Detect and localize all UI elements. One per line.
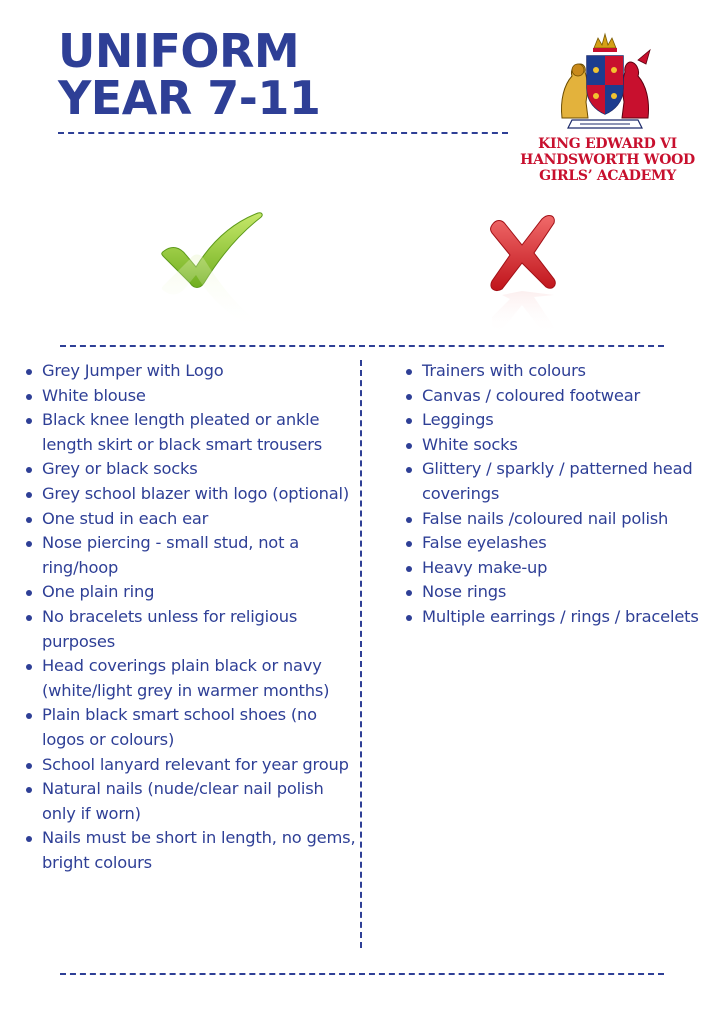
not-allowed-column-header	[470, 205, 580, 335]
list-item: Nose piercing - small stud, not a ring/hoop	[26, 531, 362, 580]
page-title	[58, 24, 321, 125]
list-item: False eyelashes	[406, 531, 706, 556]
list-item: Head coverings plain black or navy (white/light grey in warmer months)	[26, 654, 362, 703]
cross-icon	[470, 205, 580, 335]
list-item: Grey or black socks	[26, 457, 362, 482]
list-item: Leggings	[406, 408, 706, 433]
list-item: Canvas / coloured footwear	[406, 384, 706, 409]
school-name-line-3: GIRLS’ ACADEMY	[539, 168, 676, 184]
school-crest-logo	[550, 30, 660, 135]
list-item: Black knee length pleated or ankle length skirt or black smart trousers	[26, 408, 362, 457]
school-name-line-1: KING EDWARD VI	[538, 136, 677, 152]
check-icon	[150, 205, 280, 340]
bottom-divider	[60, 973, 664, 975]
allowed-items-list	[26, 359, 362, 875]
list-item: Nose rings	[406, 580, 706, 605]
allowed-column-header	[150, 205, 280, 340]
title-line-2: YEAR 7-11	[58, 71, 321, 125]
middle-divider	[60, 345, 664, 347]
list-item: School lanyard relevant for year group	[26, 753, 362, 778]
list-item: White socks	[406, 433, 706, 458]
list-item: One stud in each ear	[26, 507, 362, 532]
list-item: Heavy make-up	[406, 556, 706, 581]
title-line-1: UNIFORM	[58, 24, 300, 78]
list-item: Grey school blazer with logo (optional)	[26, 482, 362, 507]
list-item: Natural nails (nude/clear nail polish only if worn)	[26, 777, 362, 826]
school-name	[505, 136, 710, 184]
column-divider	[360, 360, 362, 948]
top-divider	[58, 132, 508, 134]
list-item: White blouse	[26, 384, 362, 409]
not-allowed-items-list	[406, 359, 706, 630]
school-name-line-2: HANDSWORTH WOOD	[520, 152, 695, 168]
list-item: False nails /coloured nail polish	[406, 507, 706, 532]
list-item: No bracelets unless for religious purposes	[26, 605, 362, 654]
list-item: Multiple earrings / rings / bracelets	[406, 605, 706, 630]
list-item: Trainers with colours	[406, 359, 706, 384]
list-item: Nails must be short in length, no gems, bright colours	[26, 826, 362, 875]
list-item: One plain ring	[26, 580, 362, 605]
list-item: Glittery / sparkly / patterned head coverings	[406, 457, 706, 506]
list-item: Grey Jumper with Logo	[26, 359, 362, 384]
list-item: Plain black smart school shoes (no logos or colours)	[26, 703, 362, 752]
